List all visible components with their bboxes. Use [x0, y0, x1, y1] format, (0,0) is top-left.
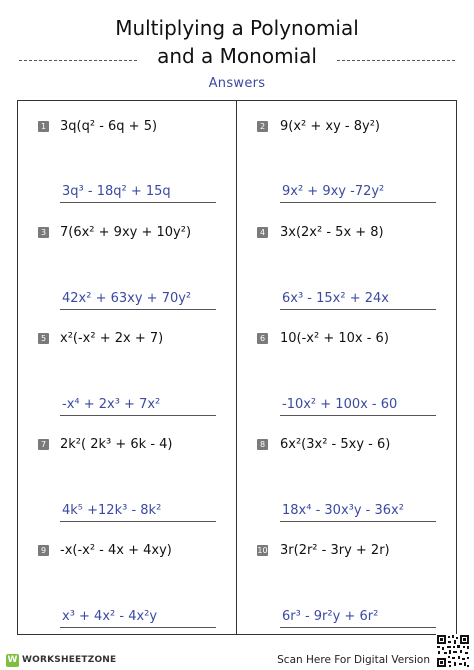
logo-text: WORKSHEETZONE	[22, 655, 117, 665]
problem-answer: 42x² + 63xy + 70y²	[62, 291, 192, 306]
answer-line	[280, 415, 436, 416]
problem-number-badge: 2	[257, 121, 268, 132]
problem-question: 3r(2r² - 3ry + 2r)	[280, 543, 390, 558]
answer-line	[60, 309, 216, 310]
problem-answer: 6x³ - 15x² + 24x	[282, 291, 389, 306]
title-dash-left	[19, 60, 137, 61]
problem-number-badge: 4	[257, 227, 268, 238]
problem-answer: 6r³ - 9r²y + 6r²	[282, 609, 379, 624]
answer-line	[60, 627, 216, 628]
page-title-line2: and a Monomial	[157, 44, 317, 68]
problem-answer: 4k⁵ +12k³ - 8k²	[62, 503, 162, 518]
problem-answer: 9x² + 9xy -72y²	[282, 184, 385, 199]
problem-question: 6x²(3x² - 5xy - 6)	[280, 437, 391, 452]
problem-number-badge: 3	[38, 227, 49, 238]
answer-line	[280, 309, 436, 310]
scan-instruction: Scan Here For Digital Version	[277, 654, 430, 666]
problem-number-badge: 9	[38, 545, 49, 556]
answer-line	[280, 202, 436, 203]
problem-answer: 3q³ - 18q² + 15q	[62, 184, 171, 199]
answer-line	[60, 415, 216, 416]
subtitle-answers: Answers	[208, 76, 266, 91]
problem-number-badge: 6	[257, 333, 268, 344]
problem-answer: -10x² + 100x - 60	[282, 397, 398, 412]
worksheetzone-logo[interactable]	[6, 652, 116, 668]
logo-icon: W	[7, 654, 18, 665]
answer-line	[60, 521, 216, 522]
problem-question: 10(-x² + 10x - 6)	[280, 331, 389, 346]
problem-question: 2k²( 2k³ + 6k - 4)	[60, 437, 173, 452]
problem-number-badge: 10	[257, 546, 268, 555]
problem-question: 3q(q² - 6q + 5)	[60, 119, 158, 134]
problem-number-badge: 8	[257, 439, 268, 450]
answer-line	[60, 202, 216, 203]
problem-answer: x³ + 4x² - 4x²y	[62, 609, 158, 624]
problem-question: -x(-x² - 4x + 4xy)	[60, 543, 172, 558]
qr-code-icon[interactable]	[436, 634, 470, 668]
problem-question: 7(6x² + 9xy + 10y²)	[60, 225, 192, 240]
page-title-line1: Multiplying a Polynomial	[115, 16, 359, 40]
problem-question: x²(-x² + 2x + 7)	[60, 331, 164, 346]
column-divider	[236, 100, 237, 635]
problem-number-badge: 7	[38, 439, 49, 450]
answer-line	[280, 521, 436, 522]
problem-question: 3x(2x² - 5x + 8)	[280, 225, 384, 240]
problem-number-badge: 5	[38, 333, 49, 344]
problem-question: 9(x² + xy - 8y²)	[280, 119, 380, 134]
problem-answer: 18x⁴ - 30x³y - 36x²	[282, 503, 404, 518]
title-dash-right	[337, 60, 455, 61]
answer-line	[280, 627, 436, 628]
problem-number-badge: 1	[38, 121, 49, 132]
problem-answer: -x⁴ + 2x³ + 7x²	[62, 397, 161, 412]
